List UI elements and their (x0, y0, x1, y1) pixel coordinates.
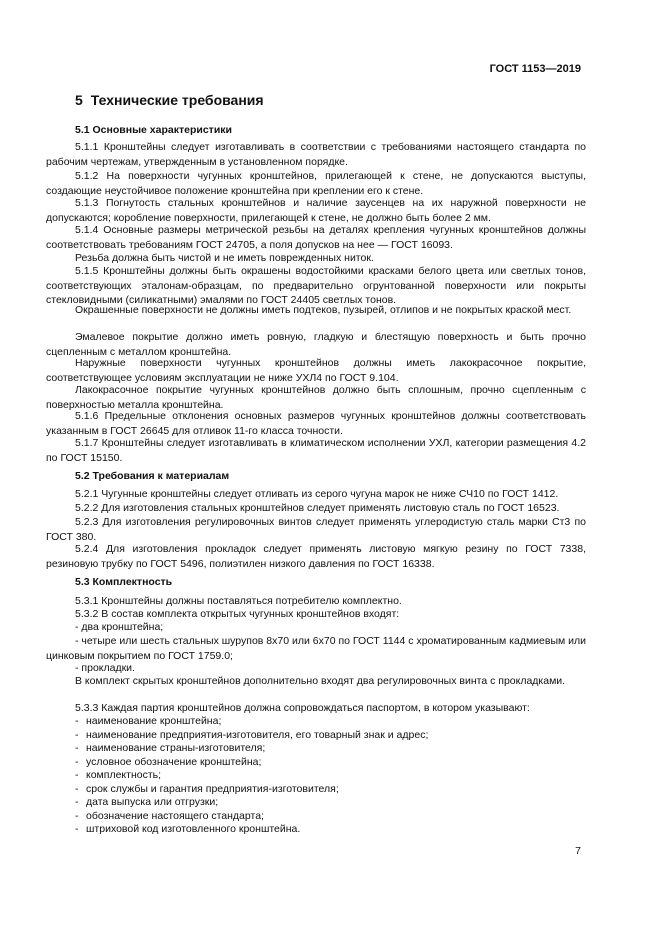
list-item: - обозначение настоящего стандарта; (75, 810, 264, 822)
list-item: - срок службы и гарантия предприятия-изготовителя; (75, 783, 339, 795)
standard-designation: ГОСТ 1153—2019 (489, 63, 581, 75)
paragraph: 5.1.6 Предельные отклонения основных размеров чугунных кронштейнов должны соответствовать указанным в ГОСТ 26645 для отливок 11-го класса точности. (46, 410, 586, 437)
list-item: - прокладки. (75, 662, 135, 674)
paragraph: Резьба должна быть чистой и не иметь поврежденных ниток. (75, 252, 374, 264)
section-number: 5 (75, 92, 83, 108)
paragraph: 5.1.4 Основные размеры метрической резьбы на деталях крепления чугунных кронштейнов должны соответствовать требованиям ГОСТ 24705, а поля допусков на нее — ГОСТ 16093. (46, 224, 586, 251)
page-number: 7 (575, 845, 581, 857)
paragraph: 5.1.5 Кронштейны должны быть окрашены водостойкими красками белого цвета или светлых тонов, соответствующих эталонам-образцам, по предварительно огрунтованной поверхности или покрыты стекловидными (силикатными) эмалями по ГОСТ 24405 светлых тонов. (46, 265, 586, 306)
paragraph: Эмалевое покрытие должно иметь ровную, гладкую и блестящую поверхность и быть прочно сцепленным с металлом кронштейна. (46, 331, 586, 358)
section-heading (75, 92, 264, 108)
paragraph: 5.3.1 Кронштейны должны поставляться потребителю комплектно. (75, 595, 402, 607)
list-item: - наименование страны-изготовителя; (75, 742, 266, 754)
paragraph: 5.1.1 Кронштейны следует изготавливать в соответствии с требованиями настоящего стандарта по рабочим чертежам, утвержденным в установленном порядке. (46, 141, 586, 168)
paragraph: 5.2.1 Чугунные кронштейны следует отливать из серого чугуна марок не ниже СЧ10 по ГОСТ 1412. (75, 488, 559, 500)
paragraph: 5.1.3 Погнутость стальных кронштейнов и наличие заусенцев на их наружной поверхности не допускаются; коробление поверхности, прилегающей к стене, не должно быть более 2 мм. (46, 197, 586, 224)
list-item: - наименование кронштейна; (75, 715, 222, 727)
paragraph: 5.3.3 Каждая партия кронштейнов должна сопровождаться паспортом, в котором указывают: (75, 702, 530, 714)
paragraph: Лакокрасочное покрытие чугунных кронштейнов должно быть сплошным, прочно сцепленным с поверхностью металла кронштейна. (46, 384, 586, 411)
paragraph: Окрашенные поверхности не должны иметь подтеков, пузырей, отлипов и не покрытых краской мест. (75, 304, 572, 316)
paragraph: Наружные поверхности чугунных кронштейнов должны иметь лакокрасочное покрытие, соответствующее условиям эксплуатации не ниже УХЛ4 по ГОСТ 9.104. (46, 357, 586, 384)
list-item: - штриховой код изготовленного кронштейна. (75, 823, 301, 835)
list-item: - два кронштейна; (75, 621, 164, 633)
paragraph: 5.2.3 Для изготовления регулировочных винтов следует применять углеродистую сталь марки Ст3 по ГОСТ 380. (46, 516, 586, 543)
paragraph: 5.2.2 Для изготовления стальных кронштейнов следует применять листовую сталь по ГОСТ 16523. (75, 502, 560, 514)
paragraph: 5.3.2 В состав комплекта открытых чугунных кронштейнов входят: (75, 608, 400, 620)
subsection-heading: 5.1 Основные характеристики (75, 124, 232, 136)
subsection-heading: 5.3 Комплектность (75, 576, 173, 588)
list-item: - комплектность; (75, 769, 162, 781)
list-item: - наименование предприятия-изготовителя, его товарный знак и адрес; (75, 729, 429, 741)
paragraph: В комплект скрытых кронштейнов дополнительно входят два регулировочных винта с прокладками. (75, 675, 566, 687)
list-item: - дата выпуска или отгрузки; (75, 796, 219, 808)
paragraph: 5.2.4 Для изготовления прокладок следует применять листовую мягкую резину по ГОСТ 7338, резиновую трубку по ГОСТ 5496, полиэтилен низкого давления по ГОСТ 16338. (46, 543, 586, 570)
section-title: Технические требования (90, 92, 264, 108)
list-item: - условное обозначение кронштейна; (75, 756, 262, 768)
list-item: - четыре или шесть стальных шурупов 8х70 или 6х70 по ГОСТ 1144 с хроматированным кадмиевым или цинковым покрытием по ГОСТ 1759.0; (46, 635, 586, 662)
paragraph: 5.1.7 Кронштейны следует изготавливать в климатическом исполнении УХЛ, категории размещения 4.2 по ГОСТ 15150. (46, 437, 586, 464)
paragraph: 5.1.2 На поверхности чугунных кронштейнов, прилегающей к стене, не допускаются выступы, создающие неустойчивое положение кронштейна при креплении его к стене. (46, 170, 586, 197)
subsection-heading: 5.2 Требования к материалам (75, 470, 230, 482)
